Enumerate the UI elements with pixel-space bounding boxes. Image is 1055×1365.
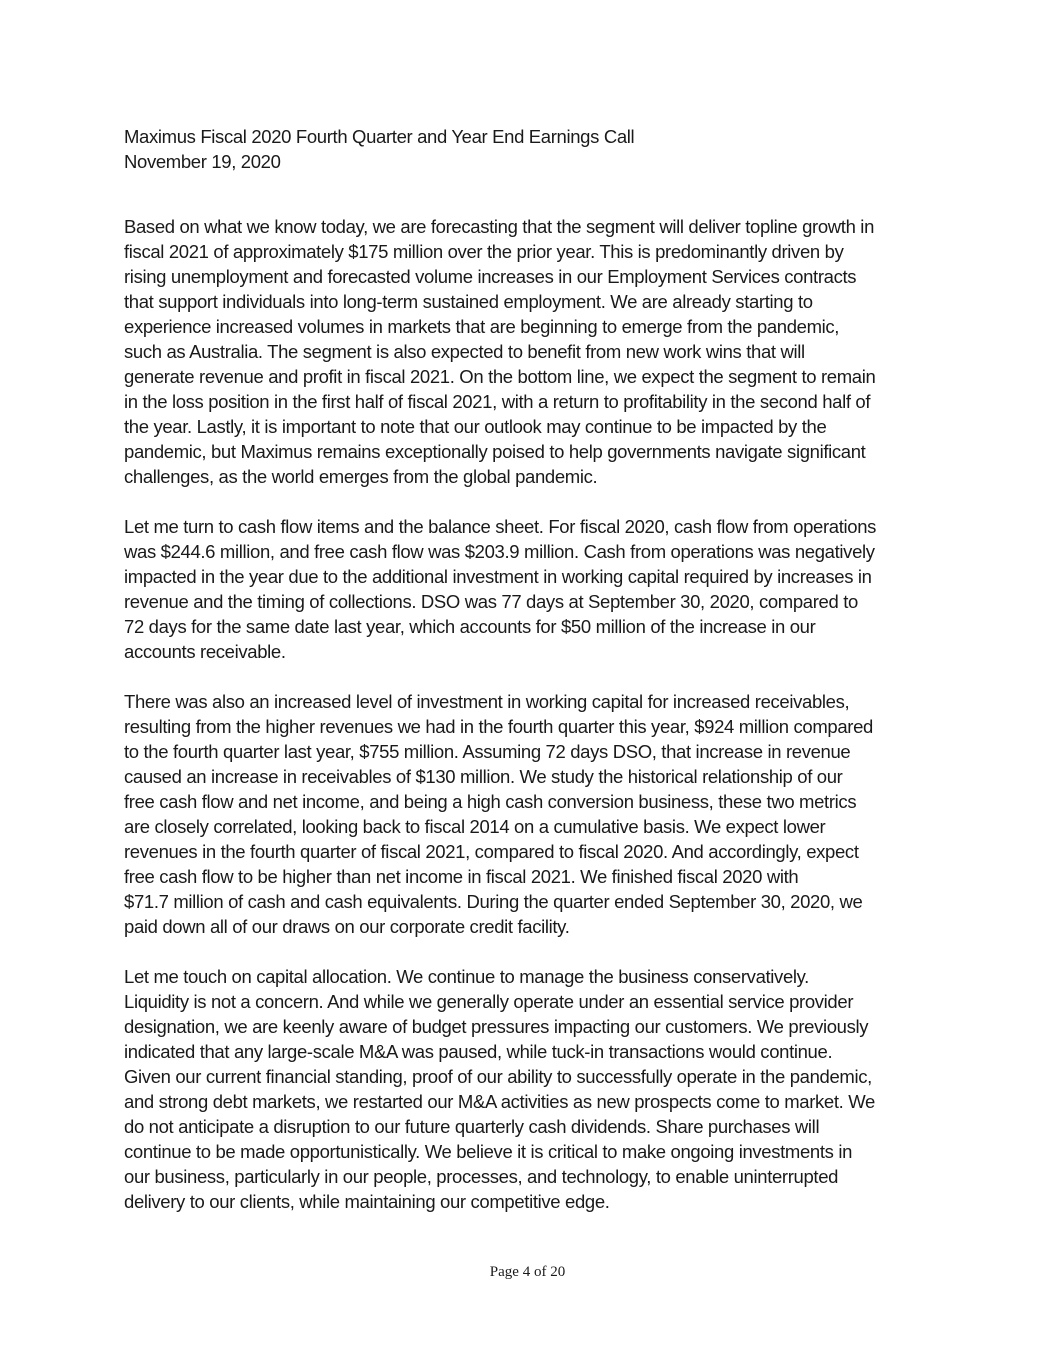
- text-line: challenges, as the world emerges from the global pandemic.: [124, 466, 598, 487]
- text-line: in the loss position in the first half of fiscal 2021, with a return to profitability in the second half of: [124, 391, 871, 412]
- text-line: fiscal 2021 of approximately $175 million over the prior year. This is predominantly driven by: [124, 241, 844, 262]
- text-line: Based on what we know today, we are forecasting that the segment will deliver topline growth in: [124, 216, 875, 237]
- page-number: Page 4 of 20: [489, 1264, 566, 1280]
- paragraph-cash-flow: [124, 514, 944, 664]
- text-line: There was also an increased level of investment in working capital for increased receivables,: [124, 691, 850, 712]
- text-line: to the fourth quarter last year, $755 million. Assuming 72 days DSO, that increase in revenue: [124, 741, 851, 762]
- text-line: are closely correlated, looking back to fiscal 2014 on a cumulative basis. We expect lower: [124, 816, 826, 837]
- paragraph-segment-outlook: [124, 214, 944, 489]
- text-line: resulting from the higher revenues we had in the fourth quarter this year, $924 million compared: [124, 716, 873, 737]
- text-line: experience increased volumes in markets that are beginning to emerge from the pandemic,: [124, 316, 840, 337]
- text-line: free cash flow to be higher than net income in fiscal 2021. We finished fiscal 2020 with: [124, 866, 799, 887]
- text-line: was $244.6 million, and free cash flow was $203.9 million. Cash from operations was negatively: [124, 541, 875, 562]
- text-line: delivery to our clients, while maintaining our competitive edge.: [124, 1191, 610, 1212]
- document-header: [124, 124, 634, 174]
- text-line: $71.7 million of cash and cash equivalents. During the quarter ended September 30, 2020, we: [124, 891, 863, 912]
- text-line: generate revenue and profit in fiscal 2021. On the bottom line, we expect the segment to remain: [124, 366, 876, 387]
- text-line: rising unemployment and forecasted volume increases in our Employment Services contracts: [124, 266, 857, 287]
- text-line: revenues in the fourth quarter of fiscal 2021, compared to fiscal 2020. And accordingly, expect: [124, 841, 859, 862]
- paragraph-receivables: [124, 689, 944, 939]
- text-line: 72 days for the same date last year, which accounts for $50 million of the increase in our: [124, 616, 816, 637]
- text-line: Liquidity is not a concern. And while we generally operate under an essential service provider: [124, 991, 854, 1012]
- text-line: free cash flow and net income, and being a high cash conversion business, these two metrics: [124, 791, 857, 812]
- text-line: revenue and the timing of collections. DSO was 77 days at September 30, 2020, compared to: [124, 591, 858, 612]
- text-line: indicated that any large-scale M&A was paused, while tuck-in transactions would continue.: [124, 1041, 833, 1062]
- text-line: that support individuals into long-term sustained employment. We are already starting to: [124, 291, 813, 312]
- text-line: our business, particularly in our people, processes, and technology, to enable uninterrupted: [124, 1166, 839, 1187]
- text-line: caused an increase in receivables of $130 million. We study the historical relationship of our: [124, 766, 843, 787]
- document-body: [124, 214, 944, 1239]
- text-line: impacted in the year due to the additional investment in working capital required by increases in: [124, 566, 872, 587]
- text-line: do not anticipate a disruption to our future quarterly cash dividends. Share purchases will: [124, 1116, 820, 1137]
- text-line: Let me touch on capital allocation. We continue to manage the business conservatively.: [124, 966, 809, 987]
- text-line: designation, we are keenly aware of budget pressures impacting our customers. We previously: [124, 1016, 869, 1037]
- text-line: pandemic, but Maximus remains exceptionally poised to help governments navigate significant: [124, 441, 866, 462]
- document-title: Maximus Fiscal 2020 Fourth Quarter and Year End Earnings Call: [124, 126, 635, 147]
- text-line: continue to be made opportunistically. We believe it is critical to make ongoing investments in: [124, 1141, 853, 1162]
- text-line: paid down all of our draws on our corporate credit facility.: [124, 916, 570, 937]
- document-date: November 19, 2020: [124, 151, 281, 172]
- text-line: accounts receivable.: [124, 641, 286, 662]
- text-line: Given our current financial standing, proof of our ability to successfully operate in the pandemic,: [124, 1066, 872, 1087]
- text-line: and strong debt markets, we restarted our M&A activities as new prospects come to market. We: [124, 1091, 875, 1112]
- paragraph-capital-allocation: [124, 964, 944, 1214]
- text-line: such as Australia. The segment is also expected to benefit from new work wins that will: [124, 341, 805, 362]
- text-line: Let me turn to cash flow items and the balance sheet. For fiscal 2020, cash flow from operations: [124, 516, 877, 537]
- text-line: the year. Lastly, it is important to note that our outlook may continue to be impacted by the: [124, 416, 827, 437]
